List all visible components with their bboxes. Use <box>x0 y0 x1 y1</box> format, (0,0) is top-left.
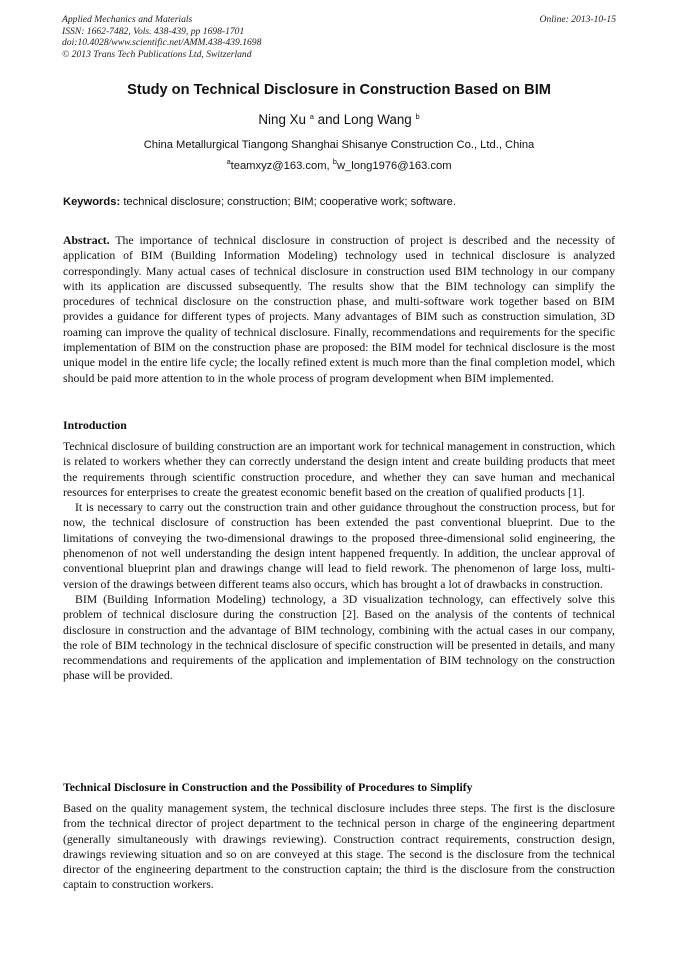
section-heading-introduction: Introduction <box>63 419 127 432</box>
introduction-body <box>63 439 615 684</box>
email-line <box>40 157 638 172</box>
online-date: Online: 2013-10-15 <box>539 14 616 25</box>
paragraph: Technical disclosure of building construction are an important work for technical management in construction, which is related to workers whether they can correctly understand the design intent and create building products that meet the requirements through scientific construction procedure, and whether they can save human and mechanical resources for enterprises to create the greatest economic benefit based on the creation of qualified products [1]. <box>63 440 615 499</box>
abstract <box>63 233 615 386</box>
abstract-text: The importance of technical disclosure in construction of project is described and the necessity of application of BIM (Building Information Modeling) technology used in technical disclosure is analyzed correspondingly. Many actual cases of technical disclosure in construction used BIM technology in our company with its application are discussed subsequently. The results show that the BIM technology can simplify the procedures of technical disclosure on the construction phase, and multi-software work together based on BIM provides a guidance for different types of projects. Many advantages of BIM such as construction simulation, 3D roaming can improve the quality of technical disclosure. Finally, recommendations and requirements for the specific implementation of BIM on the construction phase are proposed: the BIM model for technical disclosure is the most unique model in the entire life cycle; the locally refined extent is much more than the final completion model, which should be paid more attention to in the whole process of program development when BIM implemented. <box>63 234 615 385</box>
author-conjunction: and <box>317 112 340 127</box>
journal-info <box>62 14 482 60</box>
email-link[interactable]: teamxyz@163.com, <box>230 160 330 172</box>
paragraph: It is necessary to carry out the construction train and other guidance throughout the construction process, but for now, the technical disclosure of construction has been extended the past conventional blueprint. Due to the limitations of conveying the two-dimensional drawings to the proposed three-dimensional solid engineering, the phenomenon of not well understanding the design intent happened frequently. In addition, the unclear approval of conventional blueprint plan and drawings change will lead to field rework. The phenomenon of large loss, multi-version of the drawings between different teams also occurs, which has brought a lot of drawbacks in construction. <box>63 501 615 591</box>
email-mark: a <box>226 157 231 166</box>
paragraph: Based on the quality management system, the technical disclosure includes three steps. The first is the disclosure from the technical director of project department to the technical person in charge of the engineering department (generally simultaneously with drawings reviewing). Construction contract requirements, construction design, drawings reviewing situation and so on are conveyed at this stage. The second is the disclosure from the technical director of the engineering department to the construction captain; the third is the disclosure from the construction captain to construction workers. <box>63 802 615 892</box>
journal-name: Applied Mechanics and Materials <box>62 14 193 25</box>
section-heading-technical-disclosure: Technical Disclosure in Construction and the Possibility of Procedures to Simplify <box>63 781 473 794</box>
abstract-paragraph <box>63 233 615 386</box>
abstract-label: Abstract. <box>63 234 110 247</box>
technical-disclosure-body <box>63 801 615 893</box>
author-affil-mark: a <box>309 112 314 121</box>
paper-title: Study on Technical Disclosure in Construction Based on BIM <box>127 82 551 98</box>
journal-issn: ISSN: 1662-7482, Vols. 438-439, pp 1698-1701 <box>62 25 245 37</box>
keywords <box>63 196 615 208</box>
email-link[interactable]: w_long1976@163.com <box>336 160 452 172</box>
author-line <box>40 112 638 127</box>
keywords-text: technical disclosure; construction; BIM; cooperative work; software. <box>123 196 456 208</box>
email-mark: b <box>332 157 337 166</box>
author-affil-mark: b <box>415 112 420 121</box>
keywords-label: Keywords: <box>63 196 121 208</box>
paragraph: BIM (Building Information Modeling) technology, a 3D visualization technology, can effectively solve this problem of technical disclosure during the construction [2]. Based on the analysis of the contents of technical disclosure in construction and the advantage of BIM technology, combining with the actual cases in our company, the role of BIM technology in the technical disclosure of specific construction will be presented in details, and many recommendations and requirements of the application and implementation of BIM technology on the construction phase will be provided. <box>63 592 615 683</box>
journal-copyright: © 2013 Trans Tech Publications Ltd, Switzerland <box>62 48 252 60</box>
affiliation: China Metallurgical Tiangong Shanghai Shisanye Construction Co., Ltd., China <box>143 139 535 151</box>
author-name: Long Wang <box>343 112 412 127</box>
author-name: Ning Xu <box>258 112 306 127</box>
journal-doi: doi:10.4028/www.scientific.net/AMM.438-439.1698 <box>62 37 262 48</box>
